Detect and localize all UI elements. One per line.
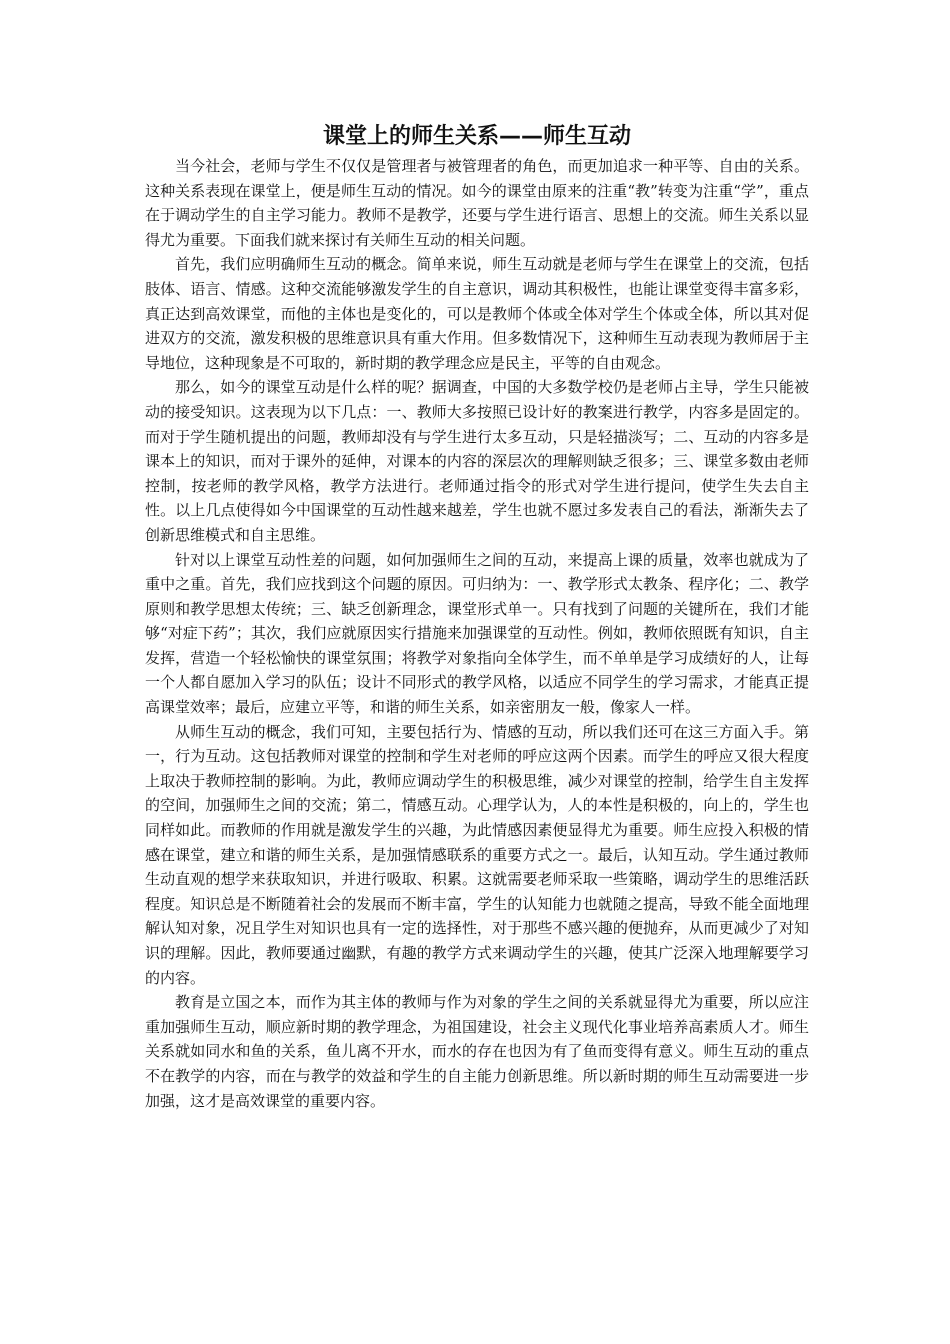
paragraph-interaction-types: 从师生互动的概念，我们可知，主要包括行为、情感的互动，所以我们还可在这三方面入手。第一，行为互动。这包括教师对课堂的控制和学生对老师的呼应这两个因素。而学生的呼应又很大程度上取决于教师控制的影响。为此，教师应调动学生的积极思维，减少对课堂的控制，给学生自主发挥的空间，加强师生之间的交流；第二，情感互动。心理学认为，人的本性是积极的，向上的，学生也同样如此。而教师的作用就是激发学生的兴趣，为此情感因素便显得尤为重要。师生应投入积极的情感在课堂，建立和谐的师生关系，是加强情感联系的重要方式之一。最后，认知互动。学生通过教师生动直观的想学来获取知识，并进行吸取、积累。这就需要老师采取一些策略，调动学生的思维活跃程度。知识总是不断随着社会的发展而不断丰富，学生的认知能力也就随之提高，导致不能全面地理解认知对象，况且学生对知识也具有一定的选择性，对于那些不感兴趣的便抛弃，从而更减少了对知识的理解。因此，教师要通过幽默，有趣的教学方式来调动学生的兴趣，使其广泛深入地理解要学习的内容。 <box>145 722 809 987</box>
paragraph-conclusion: 教育是立国之本，而作为其主体的教师与作为对象的学生之间的关系就显得尤为重要，所以应注重加强师生互动，顺应新时期的教学理念，为祖国建设，社会主义现代化事业培养高素质人才。师生关系就如同水和鱼的关系，鱼儿离不开水，而水的存在也因为有了鱼而变得有意义。师生互动的重点不在教学的内容，而在与教学的效益和学生的自主能力创新思维。所以新时期的师生互动需要进一步加强，这才是高效课堂的重要内容。 <box>145 993 809 1110</box>
document-title: 课堂上的师生关系——师生互动 <box>322 124 631 149</box>
document-body <box>145 122 809 1113</box>
paragraph-solutions: 针对以上课堂互动性差的问题，如何加强师生之间的互动，来提高上课的质量，效率也就成为了重中之重。首先，我们应找到这个问题的原因。可归纳为：一、教学形式太教条、程序化；二、教学原则和教学思想太传统；三、缺乏创新理念，课堂形式单一。只有找到了问题的关键所在，我们才能够“对症下药”；其次，我们应就原因实行措施来加强课堂的互动性。例如，教师依照既有知识，自主发挥，营造一个轻松愉快的课堂氛围；将教学对象指向全体学生，而不单单是学习成绩好的人，让每一个人都自愿加入学习的队伍；设计不同形式的教学风格，以适应不同学生的学习需求，才能真正提高课堂效率；最后，应建立平等，和谐的师生关系，如亲密朋友一般，像家人一样。 <box>145 550 809 717</box>
paragraph-concept: 首先，我们应明确师生互动的概念。简单来说，师生互动就是老师与学生在课堂上的交流，包括肢体、语言、情感。这种交流能够激发学生的自主意识，调动其积极性，也能让课堂变得丰富多彩，真正达到高效课堂，而他的主体也是变化的，可以是教师个体或全体对学生个体或全体，所以其对促进双方的交流，激发积极的思维意识具有重大作用。但多数情况下，这种师生互动表现为教师居于主导地位，这种现象是不可取的，新时期的教学理念应是民主，平等的自由观念。 <box>145 255 809 372</box>
paragraph-current-situation: 那么，如今的课堂互动是什么样的呢？据调查，中国的大多数学校仍是老师占主导，学生只能被动的接受知识。这表现为以下几点：一、教师大多按照已设计好的教案进行教学，内容多是固定的。而对于学生随机提出的问题，教师却没有与学生进行太多互动，只是轻描淡写；二、互动的内容多是课本上的知识，而对于课外的延伸，对课本的内容的深层次的理解则缺乏很多；三、课堂多数由老师控制，按老师的教学风格，教学方法进行。老师通过指令的形式对学生进行提问，使学生失去自主性。以上几点使得如今中国课堂的互动性越来越差，学生也就不愿过多发表自己的看法，渐渐失去了创新思维模式和自主思维。 <box>145 378 809 544</box>
paragraph-intro: 当今社会，老师与学生不仅仅是管理者与被管理者的角色，而更加追求一种平等、自由的关系。这种关系表现在课堂上，便是师生互动的情况。如今的课堂由原来的注重“教”转变为注重“学”，重点在于调动学生的自主学习能力。教师不是教学，还要与学生进行语言、思想上的交流。师生关系以显得尤为重要。下面我们就来探讨有关师生互动的相关问题。 <box>145 157 809 249</box>
